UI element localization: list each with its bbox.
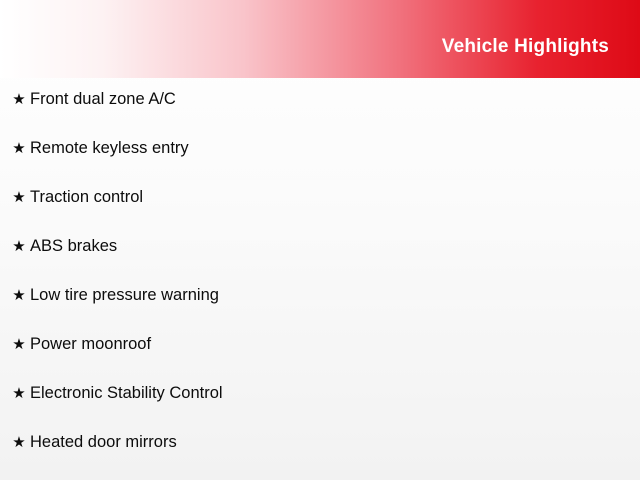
list-item <box>0 385 640 434</box>
list-item <box>0 189 640 238</box>
list-item-label: ABS brakes <box>30 237 118 255</box>
star-icon: ★ <box>12 385 26 402</box>
list-item-label: Traction control <box>30 188 144 206</box>
list-item-label: Low tire pressure warning <box>30 286 219 304</box>
star-icon: ★ <box>12 287 26 304</box>
star-icon: ★ <box>12 238 26 255</box>
page-title: Vehicle Highlights <box>441 36 609 57</box>
list-item-label: Power moonroof <box>30 335 152 353</box>
star-icon: ★ <box>12 91 26 108</box>
vehicle-highlights-list <box>0 78 640 483</box>
star-icon: ★ <box>12 434 26 451</box>
list-item-label: Electronic Stability Control <box>30 384 223 402</box>
star-icon: ★ <box>12 189 26 206</box>
star-icon: ★ <box>12 140 26 157</box>
list-item <box>0 336 640 385</box>
list-item <box>0 287 640 336</box>
list-item <box>0 238 640 287</box>
star-icon: ★ <box>12 336 26 353</box>
list-item-label: Front dual zone A/C <box>30 90 176 108</box>
list-item-label: Remote keyless entry <box>30 139 189 157</box>
list-item <box>0 434 640 483</box>
list-item-label: Heated door mirrors <box>30 433 177 451</box>
slide-header-band <box>0 0 640 78</box>
list-item <box>0 91 640 140</box>
list-item <box>0 140 640 189</box>
